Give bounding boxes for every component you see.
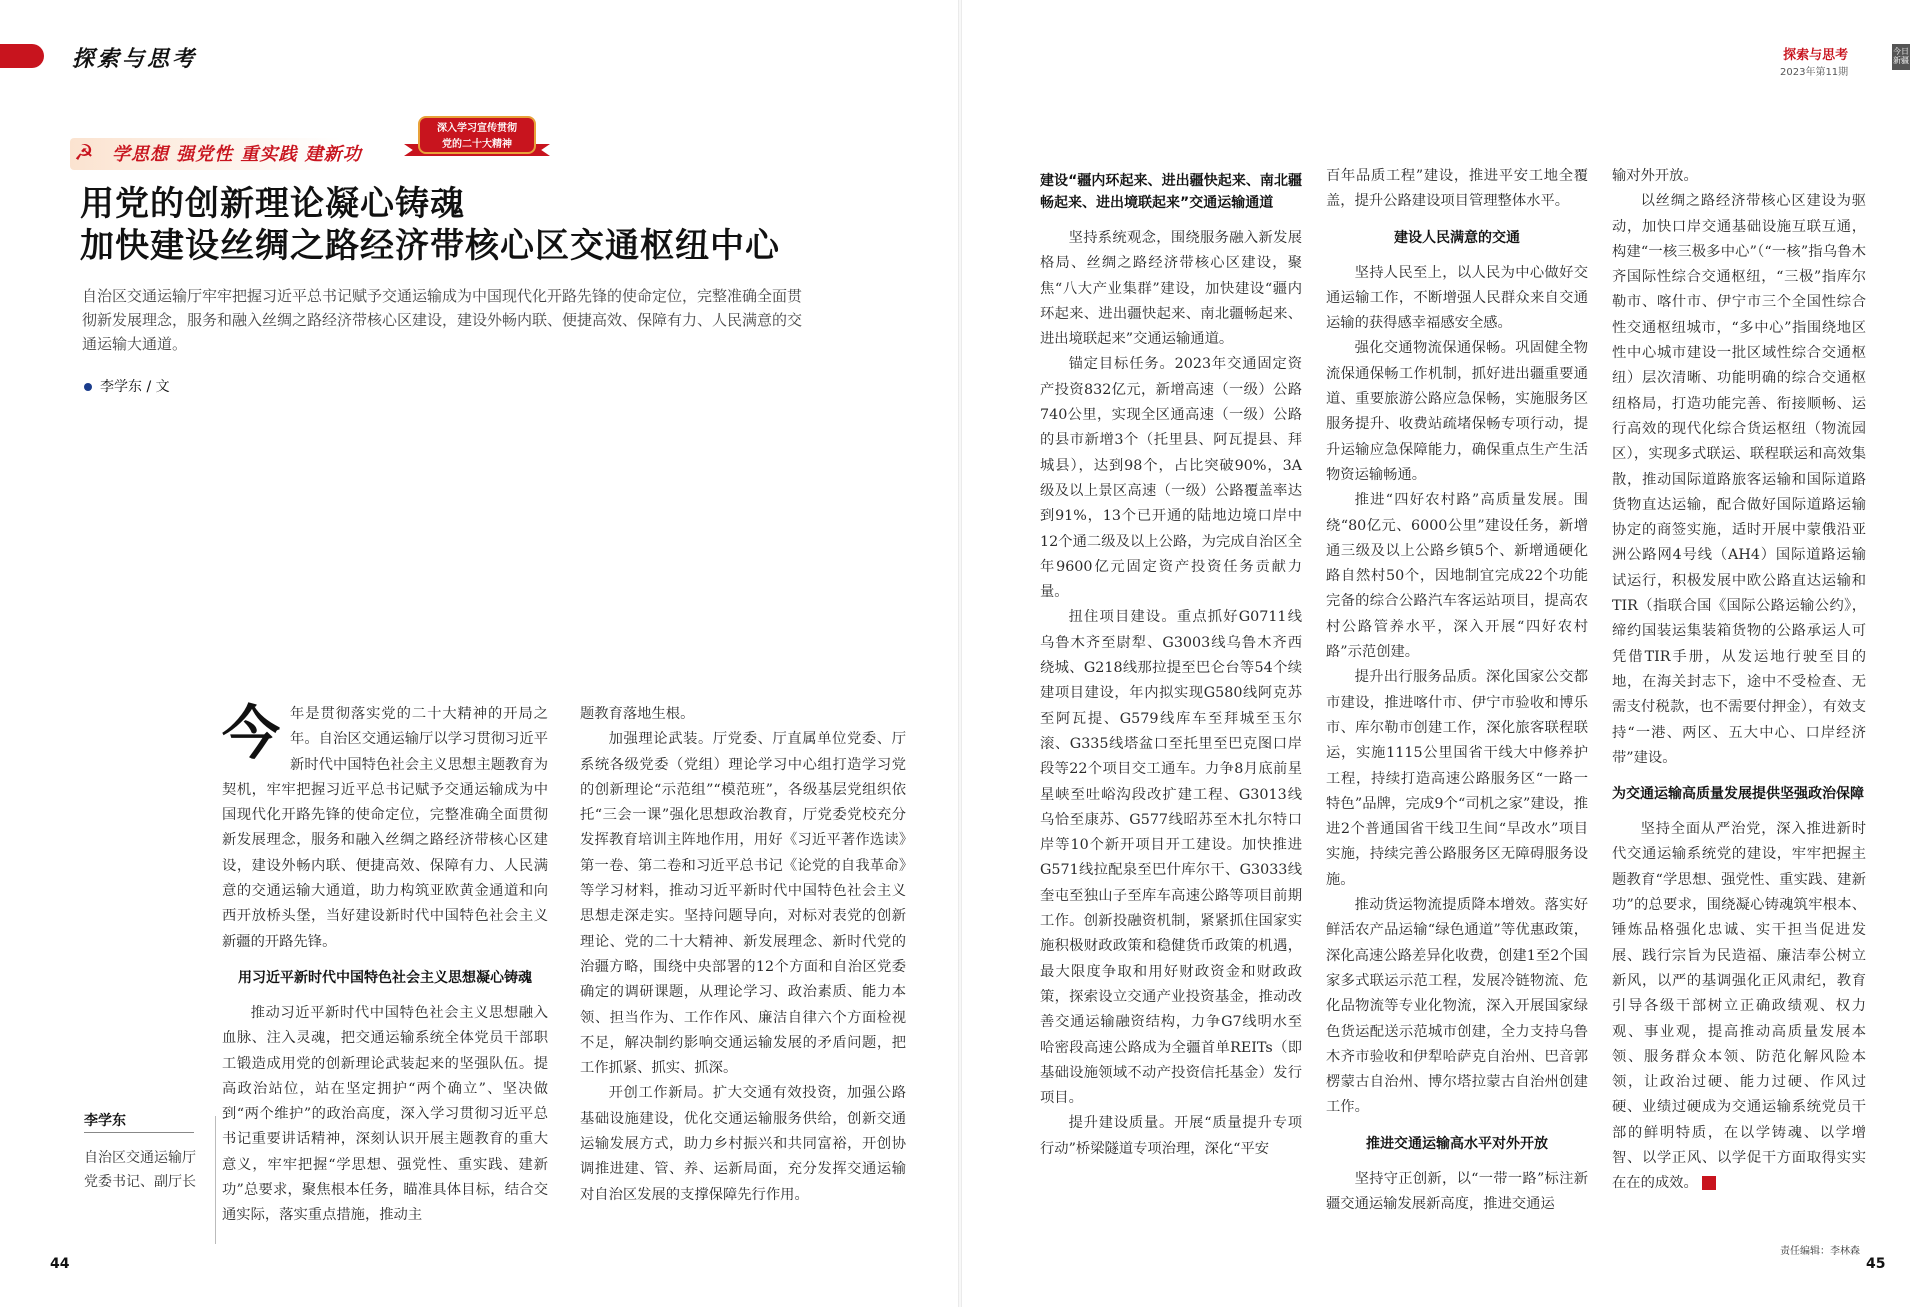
paragraph: 坚持系统观念，围绕服务融入新发展格局、丝绸之路经济带核心区建设，聚焦“八大产业集群”建设，加快建设“疆内环起来、进出疆快起来、南北疆畅起来、进出境联起来”交通运输通道。 xyxy=(1040,230,1302,348)
subheading: 推进交通运输高水平对外开放 xyxy=(1366,1135,1548,1152)
subheading: 用习近平新时代中国特色社会主义思想凝心铸魂 xyxy=(238,969,532,986)
paragraph: 推动货运物流提质降本增效。落实好鲜活农产品运输“绿色通道”等优惠政策，深化高速公路差异化收费，创建1至2个国家多式联运示范工程，发展冷链物流、危化品物流等专业化物流，深入开展国家绿色货运配送示范城市创建，全力支持乌鲁木齐市验收和伊犁哈萨克自治州、巴音郭楞蒙古自治州、博尔塔拉蒙古自治州创建工作。 xyxy=(1326,897,1588,1116)
sidebar-vertical-rule xyxy=(215,1116,216,1244)
paragraph: 强化交通物流保通保畅。巩固健全物流保通保畅工作机制，抓好进出疆重要通道、重要旅游公路应急保畅，实施服务区服务提升、收费站疏堵保畅专项行动，提升运输应急保障能力，确保重点生产生活物资运输畅通。 xyxy=(1326,340,1588,483)
paragraph: 提升出行服务品质。深化国家公交都市建设，推进喀什市、伊宁市验收和博乐市、库尔勒市创建工作，深化旅客联程联运，实施1115公里国省干线大中修养护工程，持续打造高速公路服务区“一路一特色”品牌，完成9个“司机之家”建设，推进2个普通国省干线卫生间“旱改水”项目实施，持续完善公路服务区无障碍服务设施。 xyxy=(1326,669,1588,888)
end-mark-icon xyxy=(1702,1176,1716,1190)
party-emblem-icon: ☭ xyxy=(74,141,94,166)
running-folio xyxy=(1780,44,1848,78)
text-column-3 xyxy=(1040,170,1302,1162)
author-byline xyxy=(84,376,170,396)
paragraph: 坚持全面从严治党，深入推进新时代交通运输系统党的建设，牢牢把握主题教育“学思想、强党性、重实践、建新功”的总要求，围绕凝心铸魂筑牢根本、锤炼品格强化忠诚、实干担当促进发展、践行宗旨为民造福、廉洁奉公树立新风，以严的基调强化正风肃纪，教育引导各级干部树立正确政绩观、权力观、事业观，提高推动高质量发展本领、服务群众本领、防范化解风险本领，让政治过硬、能力过硬、作风过硬、业绩过硬成为交通运输系统党员干部的鲜明特质，在以学铸魂、以学增智、以学正风、以学促干方面取得实实在在的成效。 xyxy=(1612,821,1866,1192)
subheading: 建设“疆内环起来、进出疆快起来、南北疆畅起来、进出境联起来”交通运输通道 xyxy=(1040,173,1302,211)
text-column-2 xyxy=(580,702,906,1208)
paragraph: 开创工作新局。扩大交通有效投资，加强公路基础设施建设，优化交通运输服务供给，创新交通运输发展方式，助力乡村振兴和共同富裕，开创协调推进建、管、养、运新局面，充分发挥交通运输对自治区发展的支撑保障先行作用。 xyxy=(580,1085,906,1203)
text-column-4 xyxy=(1326,164,1588,1217)
paragraph: 以丝绸之路经济带核心区建设为驱动，加快口岸交通基础设施互联互通，构建“一核三极多中心”（“一核”指乌鲁木齐国际性综合交通枢纽，“三极”指库尔勒市、喀什市、伊宁市三个全国性综合性交通枢纽城市，“多中心”指围绕地区性中心城市建设一批区域性综合交通枢纽）层次清晰、功能明确的综合交通枢纽格局，打造功能完善、衔接顺畅、运行高效的现代化综合货运枢纽（物流园区），实现多式联运、联程联运和高效集散，推动国际道路旅客运输和国际道路货物直达运输，配合做好国际道路运输协定的商签实施，适时开展中蒙俄沿亚洲公路网4号线（AH4）国际道路运输试运行，积极发展中欧公路直达运输和TIR（指联合国《国际公路运输公约》，缔约国装运集装箱货物的公路承运人可凭借TIR手册，从发运地行驶至目的地，在海关封志下，途中不受检查、无需支付税款，也不需要付押金），有效支持“一港、两区、五大中心、口岸经济带”建设。 xyxy=(1612,193,1866,766)
right-page xyxy=(960,0,1920,1307)
paragraph: 坚持守正创新，以“一带一路”标注新疆交通运输发展新高度，推进交通运 xyxy=(1326,1170,1588,1212)
text-column-1 xyxy=(222,699,548,1229)
author-text: 李学东 / 文 xyxy=(100,379,170,395)
badge-line-2: 党的二十大精神 xyxy=(442,139,512,150)
headline-line-1: 用党的创新理论凝心铸魂 xyxy=(80,184,465,224)
paragraph: 坚持人民至上，以人民为中心做好交通运输工作，不断增强人民群众来自交通运输的获得感幸福感安全感。 xyxy=(1326,264,1588,332)
magazine-logo: 今日新疆 xyxy=(1892,44,1910,70)
paragraph: 锚定目标任务。2023年交通固定资产投资832亿元，新增高速（一级）公路740公里，实现全区通高速（一级）公路的县市新增3个（托里县、阿瓦提县、拜城县），达到98个，占比突破90%，3A级及以上景区高速（一级）公路覆盖率达到91%，13个已开通的陆地边境口岸中12个通二级及以上公路，为完成自治区全年9600亿元固定资产投资任务贡献力量。 xyxy=(1040,356,1302,601)
paragraph: 提升建设质量。开展“质量提升专项行动”桥梁隧道专项治理，深化“平安 xyxy=(1040,1115,1302,1157)
page-number-left: 44 xyxy=(50,1256,70,1272)
sidebar-divider xyxy=(84,1132,194,1133)
headline-line-2: 加快建设丝绸之路经济带核心区交通枢纽中心 xyxy=(80,226,780,266)
badge-text xyxy=(418,116,536,154)
section-tab-marker xyxy=(0,44,44,68)
paragraph: 题教育落地生根。 xyxy=(580,706,695,722)
paragraph: 输对外开放。 xyxy=(1612,168,1698,184)
section-title: 探索与思考 xyxy=(72,46,198,72)
lead-paragraph: 自治区交通运输厅牢牢把握习近平总书记赋予交通运输成为中国现代化开路先锋的使命定位，完整准确全面贯彻新发展理念，服务和融入丝绸之路经济带核心区建设，建设外畅内联、便捷高效、保障有力、人民满意的交通运输大通道。 xyxy=(82,287,803,353)
paragraph: 加强理论武装。厅党委、厅直属单位党委、厅系统各级党委（党组）理论学习中心组打造学习党的创新理论“示范组”“模范班”，各级基层党组织依托“三会一课”强化思想政治教育，厅党委党校充分发挥教育培训主阵地作用，用好《习近平著作选读》第一卷、第二卷和习近平总书记《论党的自我革命》等学习材料，推动习近平新时代中国特色社会主义思想走深走实。坚持问题导向，对标对表党的创新理论、党的二十大精神、新发展理念、新时代党的治疆方略，围绕中央部署的12个方面和自治区党委确定的调研课题，从理论学习、政治素质、能力本领、担当作为、工作作风、廉洁自律六个方面检视不足，解决制约影响交通运输发展的矛盾问题，把工作抓紧、抓实、抓深。 xyxy=(580,731,906,1077)
subheading: 建设人民满意的交通 xyxy=(1394,229,1520,246)
subheading: 为交通运输高质量发展提供坚强政治保障 xyxy=(1612,786,1864,803)
campaign-badge xyxy=(410,104,544,162)
paragraph: 今年是贯彻落实党的二十大精神的开局之年。自治区交通运输厅以学习贯彻习近平新时代中国特色社会主义思想主题教育为契机，牢牢把握习近平总书记赋予交通运输成为中国现代化开路先锋的使命定位，完整准确全面贯彻新发展理念，服务和融入丝绸之路经济带核心区建设，建设外畅内联、便捷高效、保障有力、人民满意的交通运输大通道，助力构筑亚欧黄金通道和向西开放桥头堡，当好建设新时代中国特色社会主义新疆的开路先锋。 xyxy=(222,699,548,950)
bullet-icon xyxy=(84,383,92,391)
tag-slogan: 学思想 强党性 重实践 建新功 xyxy=(112,144,362,165)
sidebar-author-title: 自治区交通运输厅党委书记、副厅长 xyxy=(84,1150,196,1190)
folio-title: 探索与思考 xyxy=(1783,48,1849,63)
responsible-editor: 责任编辑：李林森 xyxy=(1780,1246,1860,1257)
folio-issue: 2023年第11期 xyxy=(1780,67,1849,78)
paragraph: 推进“四好农村路”高质量发展。围绕“80亿元、6000公里”建设任务，新增通三级及以上公路乡镇5个、新增通硬化路自然村50个，因地制宜完成22个功能完备的综合公路汽车客运站项目，提高农村公路管养水平，深入开展“四好农村路”示范创建。 xyxy=(1326,492,1588,661)
sidebar-author-name: 李学东 xyxy=(84,1113,126,1129)
badge-line-1: 深入学习宣传贯彻 xyxy=(437,123,517,134)
paragraph: 扭住项目建设。重点抓好G0711线乌鲁木齐至尉犁、G3003线乌鲁木齐西绕城、G218线那拉提至巴仑台等54个续建项目建设，年内拟实现G580线阿克苏至阿瓦提、G579线库车至拜城至玉尔滚、G335线塔盆口至托里至巴克图口岸段等22个项目交工通车。力争8月底前星星峡至吐峪沟段改扩建工程、G3013线乌恰至康苏、G577线昭苏至木扎尔特口岸等10个新开项目开工建设。加快推进G571线拉配泉至巴什库尔干、G3033线奎屯至独山子至库车高速公路等项目前期工作。创新投融资机制，紧紧抓住国家实施积极财政政策和稳健货币政策的机遇，最大限度争取和用好财政资金和财政政策，探索设立交通产业投资基金，推动改善交通运输融资结构，力争G7线明水至哈密段高速公路成为全疆首单REITs（即基础设施领域不动产投资信托基金）发行项目。 xyxy=(1040,609,1302,1107)
paragraph: 百年品质工程”建设，推进平安工地全覆盖，提升公路建设项目管理整体水平。 xyxy=(1326,168,1588,210)
page-number-right: 45 xyxy=(1866,1256,1886,1272)
drop-cap: 今 xyxy=(222,699,281,767)
paragraph: 推动习近平新时代中国特色社会主义思想融入血脉、注入灵魂，把交通运输系统全体党员干部职工锻造成用党的创新理论武装起来的坚强队伍。提高政治站位，站在坚定拥护“两个确立”、坚决做到“两个维护”的政治高度，深入学习贯彻习近平总书记重要讲话精神，深刻认识开展主题教育的重大意义，牢牢把握“学思想、强党性、重实践、建新功”总要求，聚焦根本任务，瞄准具体目标，结合交通实际，落实重点措施，推动主 xyxy=(222,1004,548,1224)
text-column-5 xyxy=(1612,164,1866,1197)
